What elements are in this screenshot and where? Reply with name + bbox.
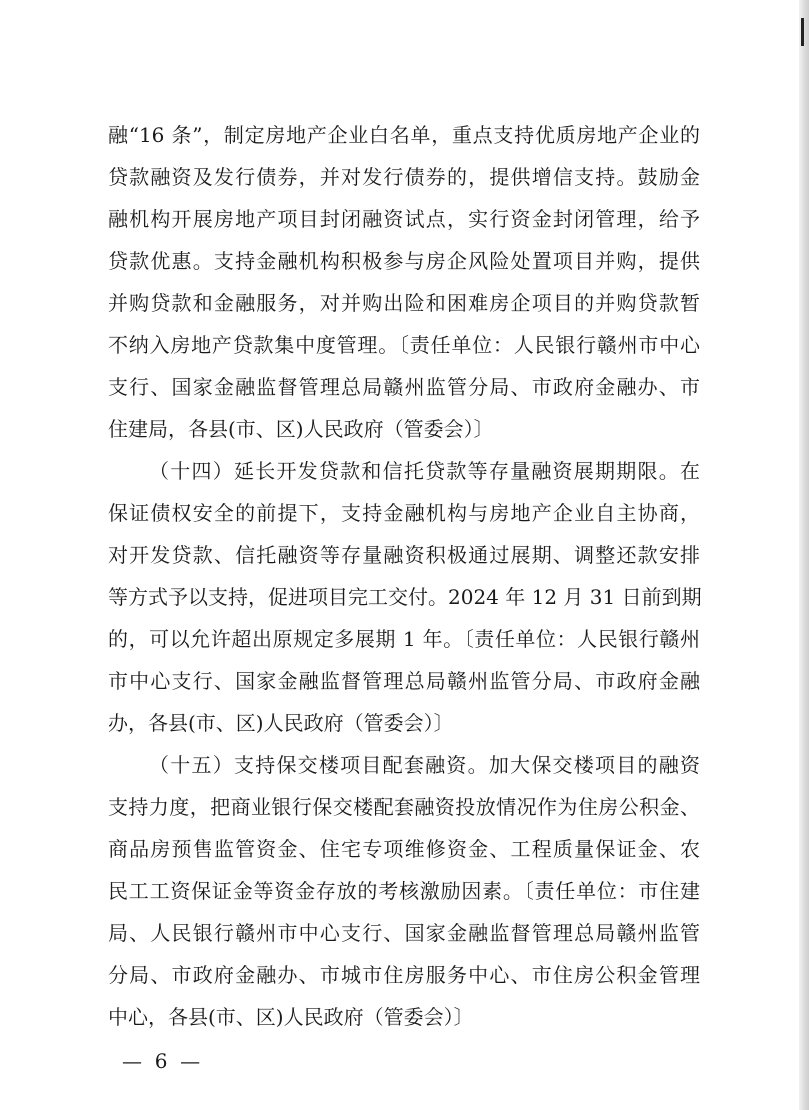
text-line: [0, 326, 809, 364]
line-text: 支行、国家金融监督管理总局赣州监管分局、市政府金融办、市: [108, 375, 700, 399]
line-text: 融“16 条”，制定房地产企业白名单，重点支持优质房地产企业的: [108, 123, 700, 147]
line-text: 局、人民银行赣州市中心支行、国家金融监督管理总局赣州监管: [108, 921, 700, 945]
line-text: 中心，各县(市、区)人民政府（管委会）〕: [108, 1005, 474, 1029]
line-text: （十四）延长开发贷款和信托贷款等存量融资展期期限。在: [149, 459, 700, 483]
paragraph-first-line: [0, 746, 809, 784]
line-text: 等方式予以支持，促进项目完工交付。2024 年 12 月 31 日前到期: [108, 585, 702, 609]
line-text: 贷款优惠。支持金融机构积极参与房企风险处置项目并购，提供: [108, 249, 700, 273]
line-text: 保证债权安全的前提下，支持金融机构与房地产企业自主协商，: [108, 501, 700, 525]
text-line: [0, 578, 809, 616]
text-line: [0, 494, 809, 532]
line-text: 融机构开展房地产项目封闭融资试点，实行资金封闭管理，给予: [108, 207, 700, 231]
text-line: [0, 368, 809, 406]
text-line: [0, 410, 809, 448]
line-text: 贷款融资及发行债券，并对发行债券的，提供增信支持。鼓励金: [108, 165, 700, 189]
edge-mark: [801, 18, 804, 46]
line-text: 的，可以允许超出原规定多展期 1 年。〔责任单位：人民银行赣州: [108, 627, 700, 651]
text-line: [0, 956, 809, 994]
line-text: 支持力度，把商业银行保交楼配套融资投放情况作为住房公积金、: [108, 795, 700, 819]
text-line: [0, 830, 809, 868]
page-number: — 6 —: [122, 1049, 201, 1073]
text-line: [0, 284, 809, 322]
text-line: [0, 914, 809, 952]
line-text: 办，各县(市、区)人民政府（管委会）〕: [108, 711, 454, 735]
text-line: [0, 872, 809, 910]
text-line: [0, 998, 809, 1036]
page-edge-shadow: [799, 0, 809, 1110]
line-text: 住建局，各县(市、区)人民政府（管委会）〕: [108, 417, 494, 441]
text-line: [0, 788, 809, 826]
text-line: [0, 116, 809, 154]
text-line: [0, 536, 809, 574]
text-line: [0, 200, 809, 238]
line-text: 民工工资保证金等资金存放的考核激励因素。〔责任单位：市住建: [108, 879, 700, 903]
line-text: （十五）支持保交楼项目配套融资。加大保交楼项目的融资: [149, 753, 700, 777]
line-text: 分局、市政府金融办、市城市住房服务中心、市住房公积金管理: [108, 963, 700, 987]
text-line: [0, 242, 809, 280]
text-line: [0, 620, 809, 658]
line-text: 市中心支行、国家金融监督管理总局赣州监管分局、市政府金融: [108, 669, 700, 693]
line-text: 对开发贷款、信托融资等存量融资积极通过展期、调整还款安排: [108, 543, 700, 567]
text-line: [0, 662, 809, 700]
text-line: [0, 704, 809, 742]
paragraph-first-line: [0, 452, 809, 490]
line-text: 不纳入房地产贷款集中度管理。〔责任单位：人民银行赣州市中心: [108, 333, 700, 357]
text-line: [0, 158, 809, 196]
line-text: 并购贷款和金融服务，对并购出险和困难房企项目的并购贷款暂: [108, 291, 700, 315]
line-text: 商品房预售监管资金、住宅专项维修资金、工程质量保证金、农: [108, 837, 700, 861]
